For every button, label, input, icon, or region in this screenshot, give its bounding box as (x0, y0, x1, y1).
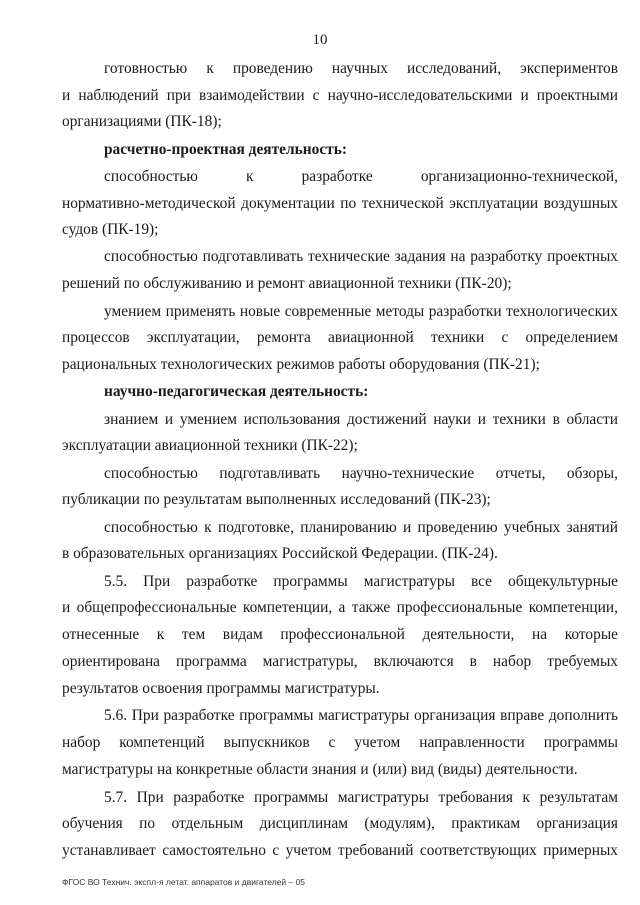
text-line: организациями (ПК-18); (62, 113, 222, 130)
text-line: в образовательных организациях Российской Федерации. (ПК-24). (62, 545, 498, 562)
section-heading: расчетно-проектная деятельность: (104, 141, 347, 158)
text-line: способностью к подготовке, планированию и проведению учебных занятий (104, 519, 618, 536)
text-line: набор компетенций выпускников с учетом направленности программы (62, 734, 618, 751)
text-line: способностью подготавливать научно-технические отчеты, обзоры, (104, 465, 618, 482)
text-line: 5.7. При разработке программы магистратуры требования к результатам (104, 789, 618, 806)
text-line: отнесенные к тем видам профессиональной деятельности, на которые (62, 626, 618, 643)
text-line: 5.6. При разработке программы магистратуры организация вправе дополнить (104, 707, 618, 724)
text-line: публикации по результатам выполненных исследований (ПК-23); (62, 491, 491, 508)
text-line: знанием и умением использования достижений науки и техники в области (104, 411, 618, 428)
text-line: 5.5. При разработке программы магистратуры все общекультурные (104, 573, 618, 590)
section-heading: научно-педагогическая деятельность: (104, 383, 369, 400)
text-line: и общепрофессиональные компетенции, а также профессиональные компетенции, (62, 599, 618, 616)
text-line: процессов эксплуатации, ремонта авиационной техники с определением (62, 329, 618, 346)
text-line: способностью подготавливать технические задания на разработку проектных (104, 248, 618, 265)
text-line: и наблюдений при взаимодействии с научно-исследовательскими и проектными (62, 87, 618, 104)
text-line: магистратуры на конкретные области знания и (или) вид (виды) деятельности. (62, 761, 578, 778)
text-line: рациональных технологических режимов работы оборудования (ПК-21); (62, 356, 540, 373)
text-line: судов (ПК-19); (62, 221, 159, 238)
page-footer: ФГОС ВО Технич. экспл-я летат. аппаратов и двигателей – 05 (62, 877, 306, 887)
text-line: ориентирована программа магистратуры, включаются в набор требуемых (62, 653, 618, 670)
text-line: готовностью к проведению научных исследований, экспериментов (104, 60, 618, 77)
text-line: эксплуатации авиационной техники (ПК-22); (62, 437, 358, 454)
text-line: обучения по отдельным дисциплинам (модулям), практикам организация (62, 815, 618, 832)
text-line: устанавливает самостоятельно с учетом требований соответствующих примерных (62, 842, 618, 859)
text-line: нормативно-методической документации по технической эксплуатации воздушных (62, 195, 618, 212)
text-line: решений по обслуживанию и ремонт авиационной техники (ПК-20); (62, 275, 512, 292)
page-number: 10 (312, 32, 328, 48)
text-line: умением применять новые современные методы разработки технологических (104, 303, 618, 320)
text-line: результатов освоения программы магистратуры. (62, 680, 380, 697)
text-line: способностью к разработке организационно-технической, (104, 168, 618, 185)
